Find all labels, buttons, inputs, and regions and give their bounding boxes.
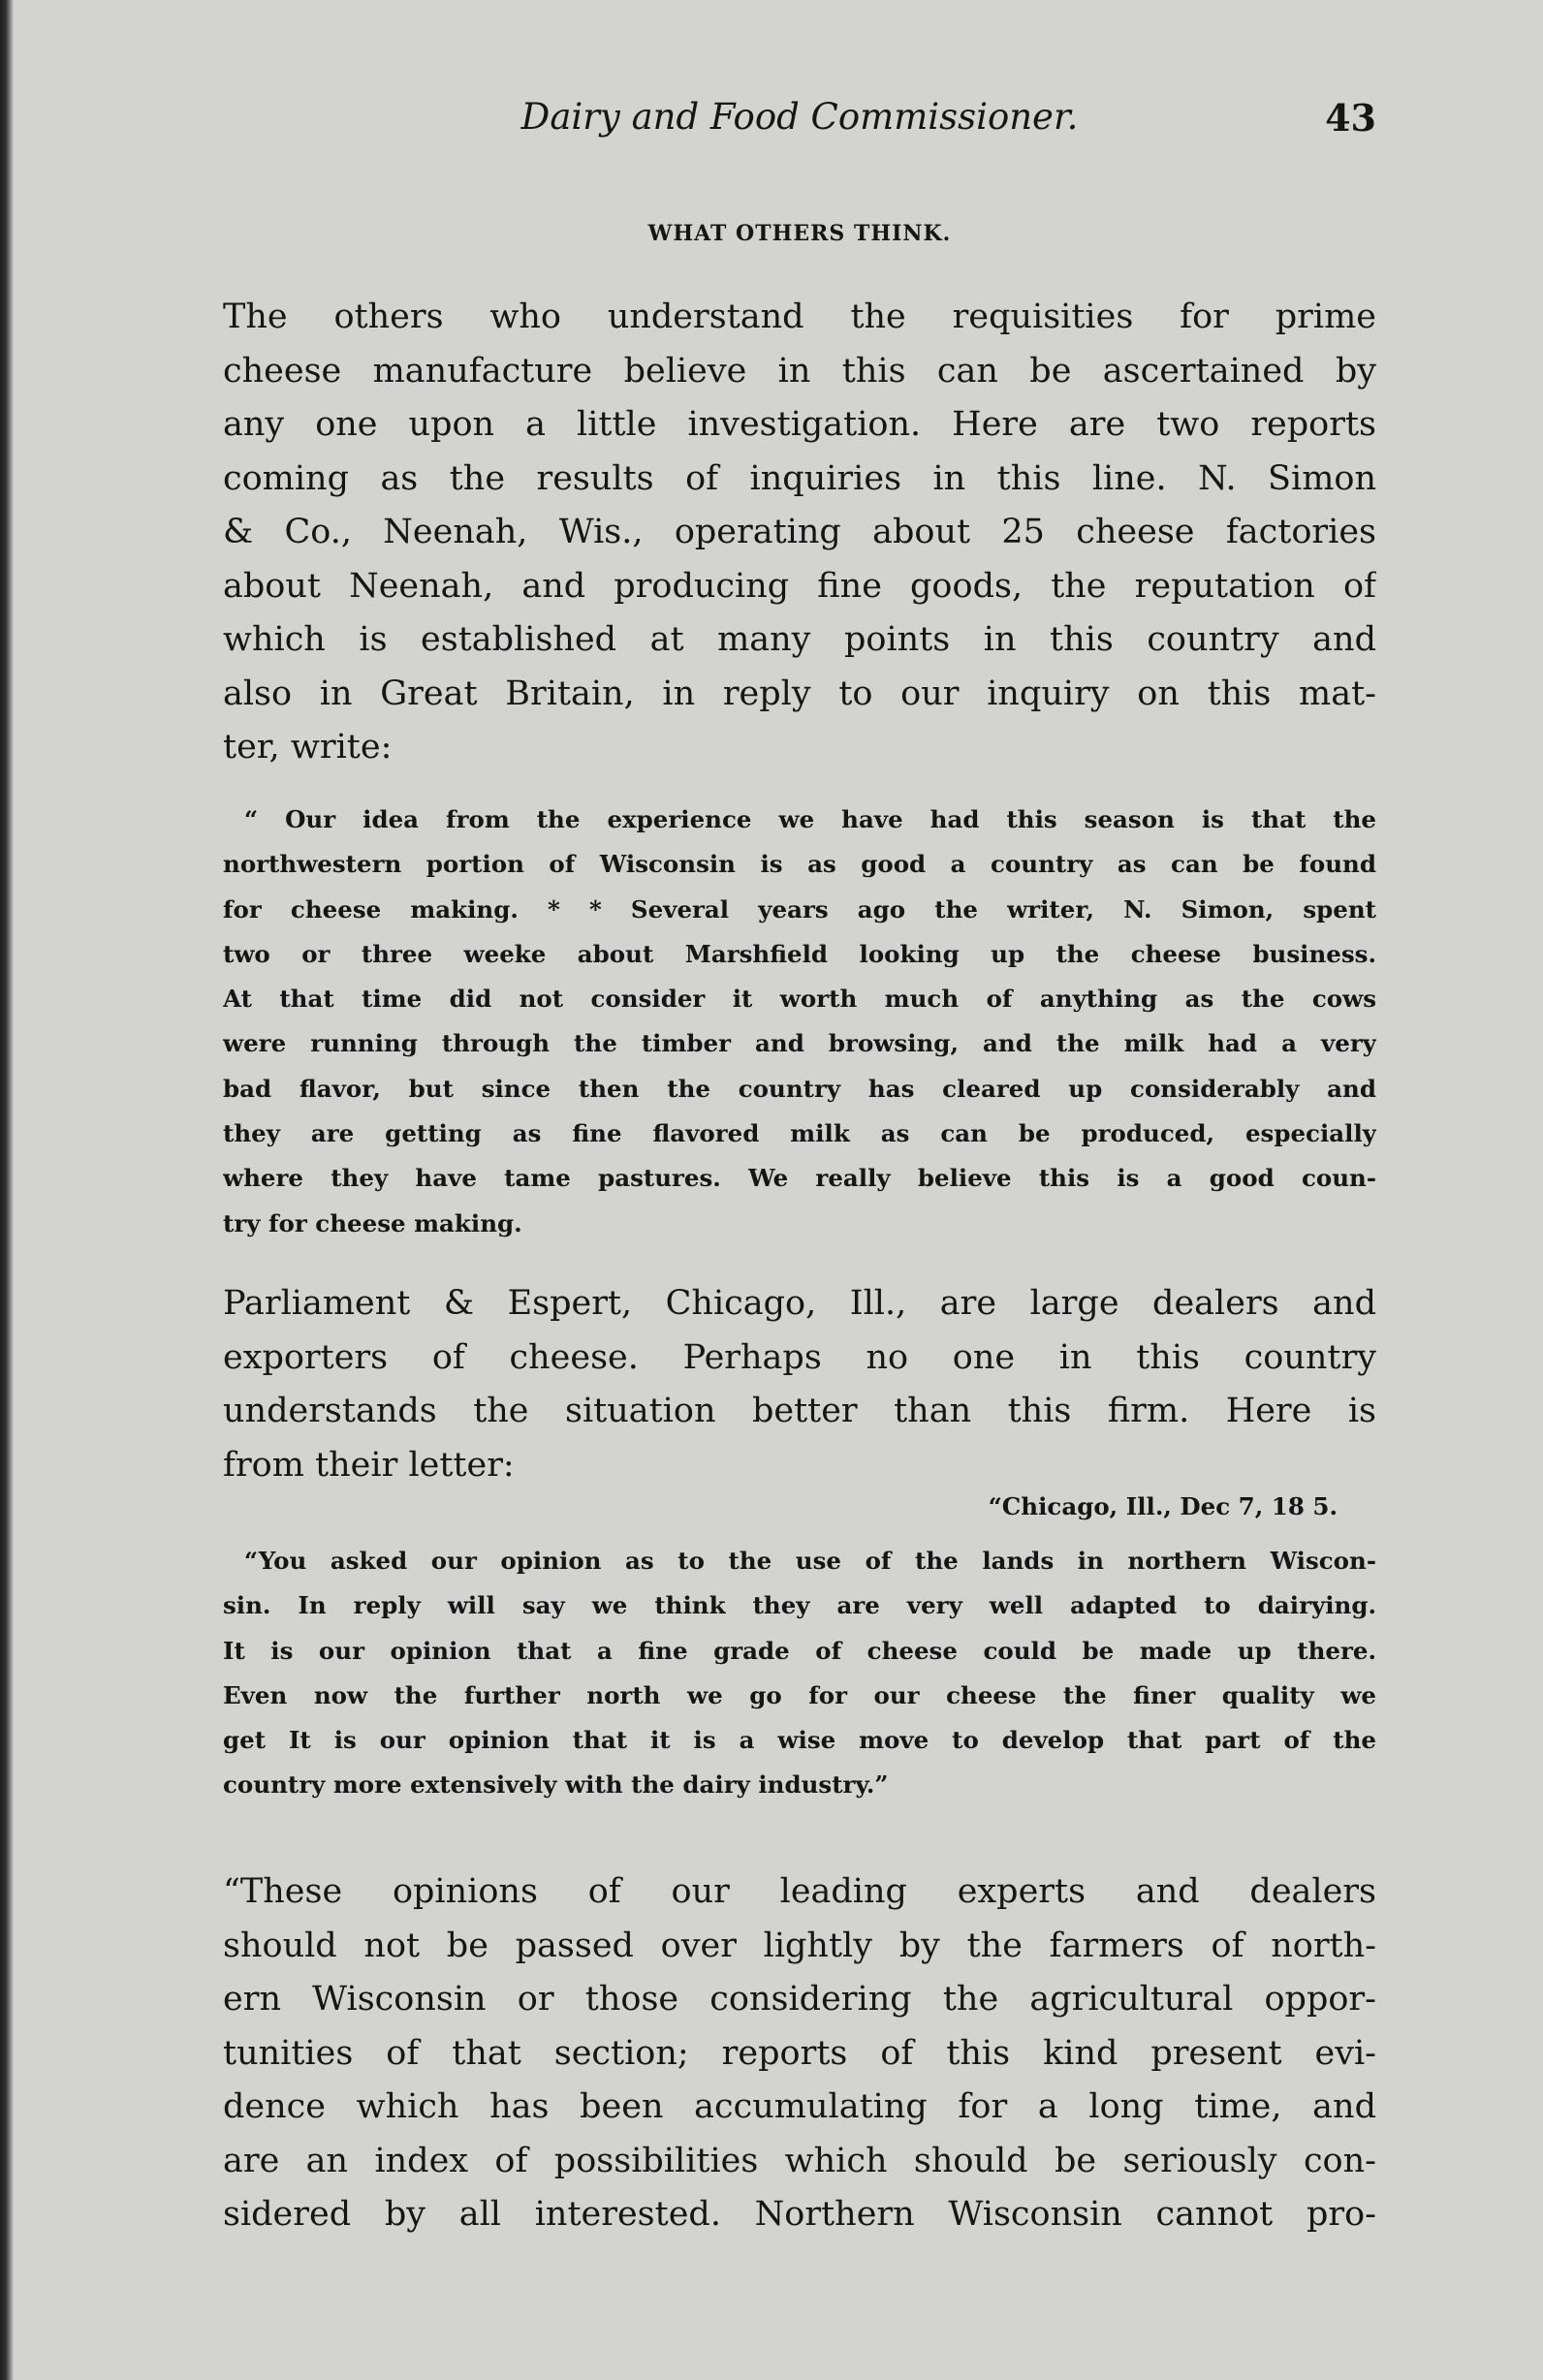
text-line: ern Wisconsin or those considering the agricultural oppor- <box>223 1980 1376 2019</box>
quote-line: At that time did not consider it worth much of anything as the cows <box>223 985 1376 1014</box>
text-line: are an index of possibilities which should be seriously con- <box>223 2141 1376 2180</box>
text-line: from their letter: <box>223 1445 515 1485</box>
text-line: coming as the results of inquiries in this line. N. Simon <box>223 458 1376 498</box>
quote-line: try for cheese making. <box>223 1208 522 1237</box>
quote-line: “You asked our opinion as to the use of the lands in northern Wiscon- <box>244 1547 1376 1575</box>
text-line: “These opinions of our leading experts and dealers <box>223 1872 1376 1911</box>
text-line: & Co., Neenah, Wis., operating about 25 cheese factories <box>223 513 1376 551</box>
text-line: about Neenah, and producing fine goods, the reputation of <box>223 566 1376 606</box>
quote-line: northwestern portion of Wisconsin is as good a country as can be found <box>223 850 1376 879</box>
running-head-title: Dairy and Food Commissioner. <box>520 96 1079 138</box>
paragraph-opinions <box>223 1865 1376 2242</box>
text-line: which is established at many points in this country and <box>223 620 1376 659</box>
quote-line: Even now the further north we go for our cheese the finer quality we <box>223 1680 1376 1709</box>
quote-line: where they have tame pastures. We really believe this is a good coun- <box>223 1164 1376 1193</box>
text-line: sidered by all interested. Northern Wisconsin cannot pro- <box>223 2195 1376 2234</box>
letter-dateline: “Chicago, Ill., Dec 7, 18 5. <box>988 1492 1338 1520</box>
page-number: 43 <box>1325 96 1376 140</box>
text-line: any one upon a little investigation. Here are two reports <box>223 405 1376 444</box>
quote-simon-letter <box>223 798 1376 1246</box>
quote-line: for cheese making. * * Several years ago the writer, N. Simon, spent <box>223 894 1376 924</box>
text-line: should not be passed over lightly by the farmers of north- <box>223 1926 1376 1965</box>
paragraph-intro <box>223 291 1376 775</box>
text-line: exporters of cheese. Perhaps no one in this country <box>223 1337 1376 1377</box>
quote-line: two or three weeke about Marshfield looking up the cheese business. <box>223 939 1376 968</box>
text-line: ter, write: <box>223 728 393 767</box>
quote-line: It is our opinion that a fine grade of cheese could be made up there. <box>223 1636 1376 1665</box>
text-line: tunities of that section; reports of this kind present evi- <box>223 2033 1376 2073</box>
text-line: dence which has been accumulating for a long time, and <box>223 2087 1376 2126</box>
text-line: understands the situation better than this firm. Here is <box>223 1392 1376 1430</box>
quote-line: “ Our idea from the experience we have had this season is that the <box>244 805 1376 833</box>
quote-line: get It is our opinion that it is a wise move to develop that part of the <box>223 1726 1376 1755</box>
quote-line: they are getting as fine flavored milk as can be produced, especially <box>223 1119 1376 1148</box>
quote-chicago-letter <box>223 1539 1376 1808</box>
text-line: The others who understand the requisities for prime <box>223 298 1376 336</box>
running-head <box>223 92 1376 150</box>
paragraph-parliament-espert <box>223 1277 1376 1492</box>
text-line: also in Great Britain, in reply to our inquiry on this mat- <box>223 673 1376 713</box>
quote-line: country more extensively with the dairy industry.” <box>223 1770 889 1800</box>
text-line: Parliament & Espert, Chicago, Ill., are large dealers and <box>223 1284 1376 1323</box>
quote-line: were running through the timber and browsing, and the milk had a very <box>223 1029 1376 1058</box>
text-line: cheese manufacture believe in this can be ascertained by <box>223 351 1376 391</box>
quote-line: bad flavor, but since then the country has cleared up considerably and <box>223 1074 1376 1103</box>
section-heading: WHAT OTHERS THINK. <box>647 221 952 246</box>
quote-line: sin. In reply will say we think they are very well adapted to dairying. <box>223 1591 1376 1620</box>
page-binding-edge <box>0 0 14 2380</box>
